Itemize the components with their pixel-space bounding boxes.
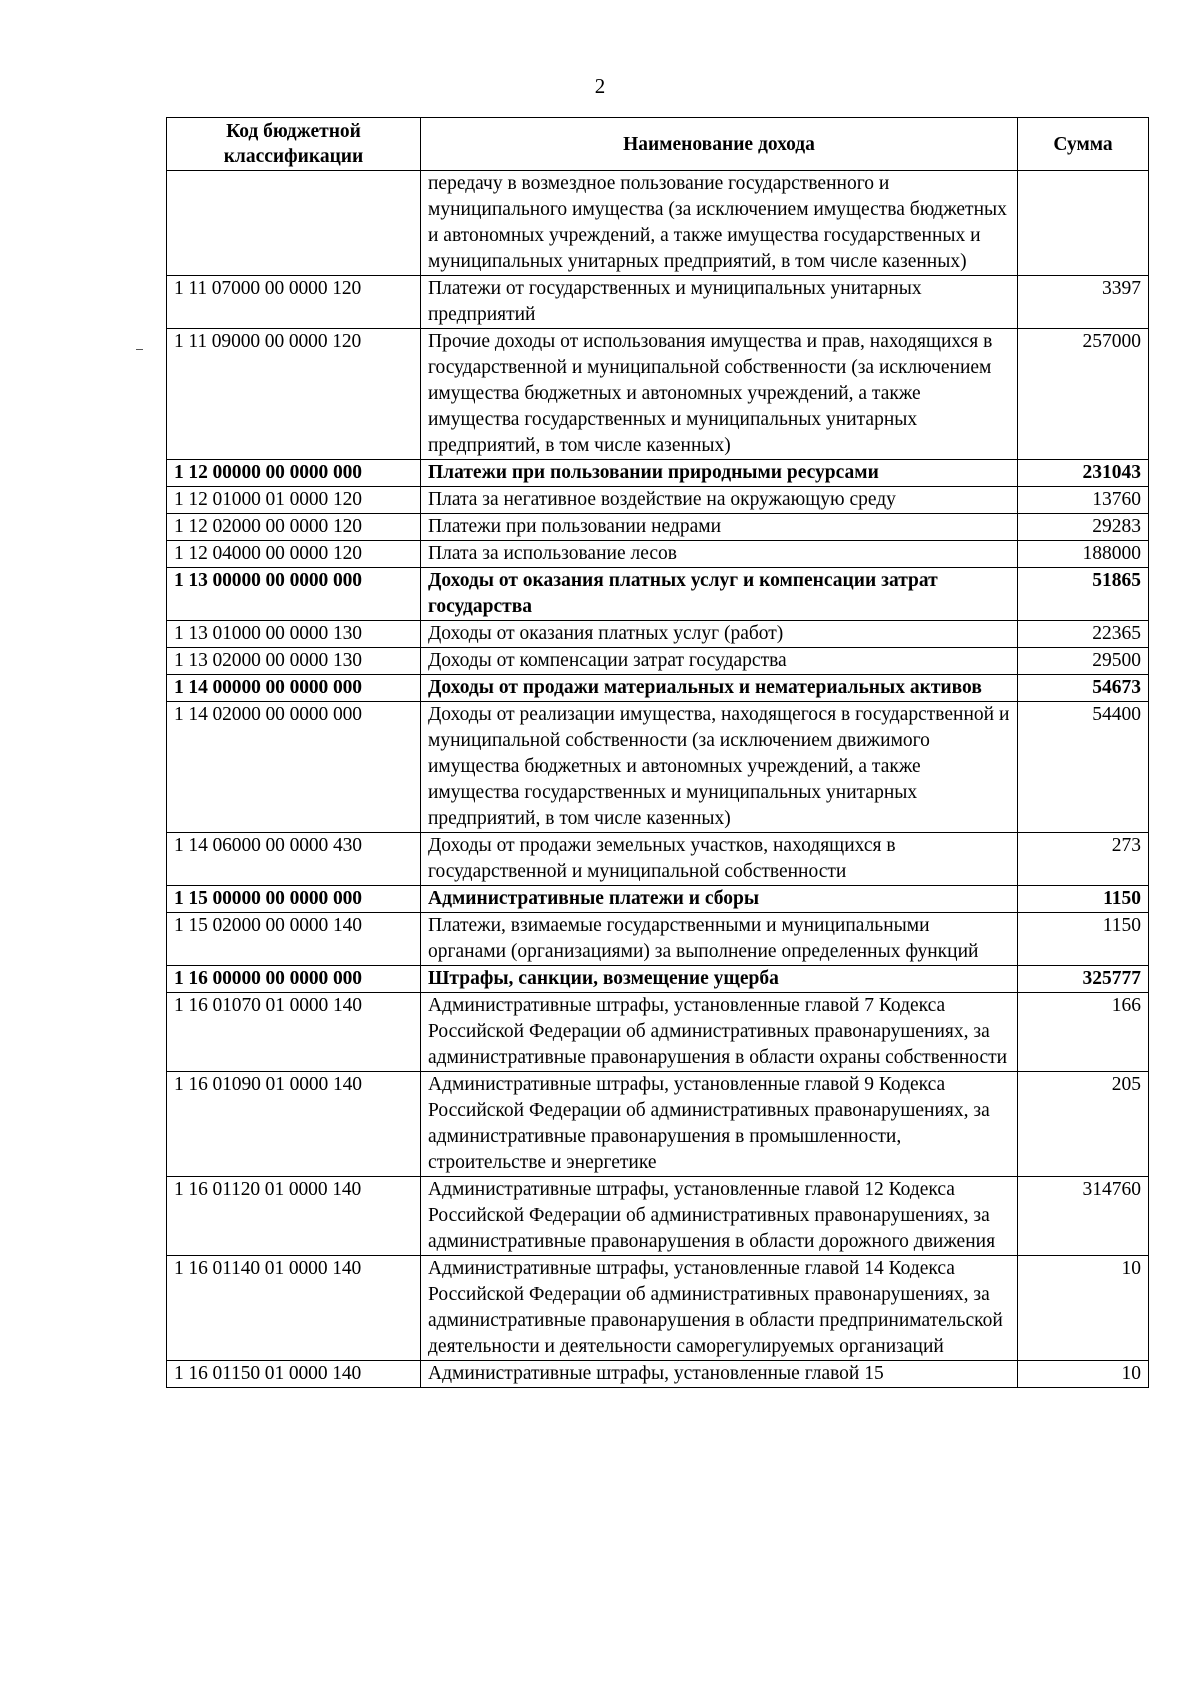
name-cell: Административные платежи и сборы bbox=[421, 886, 1018, 913]
sum-cell: 231043 bbox=[1018, 460, 1149, 487]
sum-cell: 54400 bbox=[1018, 702, 1149, 833]
header-sum: Сумма bbox=[1018, 118, 1149, 171]
code-cell: 1 13 01000 00 0000 130 bbox=[167, 621, 421, 648]
name-cell: Административные штрафы, установленные главой 14 Кодекса Российской Федерации об административных правонарушениях, за административные правонарушения в области предпринимательской деятельности и деятельности саморегулируемых организаций bbox=[421, 1256, 1018, 1361]
name-cell: Доходы от компенсации затрат государства bbox=[421, 648, 1018, 675]
code-cell: 1 13 00000 00 0000 000 bbox=[167, 568, 421, 621]
code-cell: 1 16 01090 01 0000 140 bbox=[167, 1072, 421, 1177]
code-cell: 1 11 09000 00 0000 120 bbox=[167, 329, 421, 460]
table-row bbox=[167, 648, 1149, 675]
code-cell: 1 16 01070 01 0000 140 bbox=[167, 993, 421, 1072]
code-cell: 1 16 01150 01 0000 140 bbox=[167, 1361, 421, 1388]
table-row bbox=[167, 514, 1149, 541]
table-row bbox=[167, 993, 1149, 1072]
name-cell: Административные штрафы, установленные главой 15 bbox=[421, 1361, 1018, 1388]
table-row bbox=[167, 1256, 1149, 1361]
code-cell: 1 16 01120 01 0000 140 bbox=[167, 1177, 421, 1256]
name-cell: Платежи, взимаемые государственными и муниципальными органами (организациями) за выполнение определенных функций bbox=[421, 913, 1018, 966]
table-row bbox=[167, 568, 1149, 621]
income-table bbox=[166, 117, 1149, 1388]
name-cell: Доходы от реализации имущества, находящегося в государственной и муниципальной собственности (за исключением движимого имущества бюджетных и автономных учреждений, а также имущества государственных и муниципальных унитарных предприятий, в том числе казенных) bbox=[421, 702, 1018, 833]
sum-cell: 166 bbox=[1018, 993, 1149, 1072]
code-cell: 1 12 01000 01 0000 120 bbox=[167, 487, 421, 514]
table-row bbox=[167, 1361, 1149, 1388]
name-cell: Доходы от оказания платных услуг и компенсации затрат государства bbox=[421, 568, 1018, 621]
sum-cell: 205 bbox=[1018, 1072, 1149, 1177]
name-cell: Плата за использование лесов bbox=[421, 541, 1018, 568]
sum-cell: 325777 bbox=[1018, 966, 1149, 993]
table-row bbox=[167, 621, 1149, 648]
code-cell: 1 12 04000 00 0000 120 bbox=[167, 541, 421, 568]
code-cell: 1 12 00000 00 0000 000 bbox=[167, 460, 421, 487]
code-cell: 1 11 07000 00 0000 120 bbox=[167, 276, 421, 329]
name-cell: Доходы от продажи земельных участков, находящихся в государственной и муниципальной собственности bbox=[421, 833, 1018, 886]
name-cell: Платежи при пользовании недрами bbox=[421, 514, 1018, 541]
name-cell: Доходы от продажи материальных и нематериальных активов bbox=[421, 675, 1018, 702]
table-row bbox=[167, 276, 1149, 329]
table-row bbox=[167, 460, 1149, 487]
code-cell: 1 14 02000 00 0000 000 bbox=[167, 702, 421, 833]
sum-cell: 29500 bbox=[1018, 648, 1149, 675]
name-cell: Прочие доходы от использования имущества и прав, находящихся в государственной и муниципальной собственности (за исключением имущества бюджетных и автономных учреждений, а также имущества государственных и муниципальных унитарных предприятий, в том числе казенных) bbox=[421, 329, 1018, 460]
code-cell: 1 14 00000 00 0000 000 bbox=[167, 675, 421, 702]
header-name: Наименование дохода bbox=[421, 118, 1018, 171]
sum-cell: 10 bbox=[1018, 1361, 1149, 1388]
sum-cell: 273 bbox=[1018, 833, 1149, 886]
sum-cell: 1150 bbox=[1018, 913, 1149, 966]
code-cell bbox=[167, 171, 421, 276]
sum-cell: 13760 bbox=[1018, 487, 1149, 514]
sum-cell: 10 bbox=[1018, 1256, 1149, 1361]
sum-cell: 1150 bbox=[1018, 886, 1149, 913]
sum-cell: 54673 bbox=[1018, 675, 1149, 702]
table-row bbox=[167, 1177, 1149, 1256]
table-row bbox=[167, 833, 1149, 886]
code-cell: 1 16 01140 01 0000 140 bbox=[167, 1256, 421, 1361]
sum-cell: 314760 bbox=[1018, 1177, 1149, 1256]
code-cell: 1 12 02000 00 0000 120 bbox=[167, 514, 421, 541]
code-cell: 1 15 02000 00 0000 140 bbox=[167, 913, 421, 966]
table-row bbox=[167, 487, 1149, 514]
table-row bbox=[167, 886, 1149, 913]
code-cell: 1 13 02000 00 0000 130 bbox=[167, 648, 421, 675]
table-row bbox=[167, 913, 1149, 966]
table-row bbox=[167, 541, 1149, 568]
table-row bbox=[167, 675, 1149, 702]
name-cell: Платежи от государственных и муниципальных унитарных предприятий bbox=[421, 276, 1018, 329]
sum-cell: 22365 bbox=[1018, 621, 1149, 648]
table-row bbox=[167, 1072, 1149, 1177]
name-cell: Административные штрафы, установленные главой 7 Кодекса Российской Федерации об административных правонарушениях, за административные правонарушения в области охраны собственности bbox=[421, 993, 1018, 1072]
table-row bbox=[167, 329, 1149, 460]
code-cell: 1 14 06000 00 0000 430 bbox=[167, 833, 421, 886]
name-cell: Доходы от оказания платных услуг (работ) bbox=[421, 621, 1018, 648]
table-row bbox=[167, 702, 1149, 833]
scan-mark bbox=[136, 349, 143, 350]
sum-cell: 188000 bbox=[1018, 541, 1149, 568]
sum-cell: 51865 bbox=[1018, 568, 1149, 621]
name-cell: Административные штрафы, установленные главой 9 Кодекса Российской Федерации об административных правонарушениях, за административные правонарушения в промышленности, строительстве и энергетике bbox=[421, 1072, 1018, 1177]
sum-cell: 257000 bbox=[1018, 329, 1149, 460]
sum-cell: 3397 bbox=[1018, 276, 1149, 329]
name-cell: Плата за негативное воздействие на окружающую среду bbox=[421, 487, 1018, 514]
name-cell: Платежи при пользовании природными ресурсами bbox=[421, 460, 1018, 487]
table-row bbox=[167, 171, 1149, 276]
table-row bbox=[167, 966, 1149, 993]
code-cell: 1 15 00000 00 0000 000 bbox=[167, 886, 421, 913]
page-number: 2 bbox=[594, 74, 606, 98]
code-cell: 1 16 00000 00 0000 000 bbox=[167, 966, 421, 993]
name-cell: Штрафы, санкции, возмещение ущерба bbox=[421, 966, 1018, 993]
sum-cell bbox=[1018, 171, 1149, 276]
name-cell: передачу в возмездное пользование государственного и муниципального имущества (за исключением имущества бюджетных и автономных учреждений, а также имущества государственных и муниципальных унитарных предприятий, в том числе казенных) bbox=[421, 171, 1018, 276]
header-code: Код бюджетной классификации bbox=[167, 118, 421, 171]
table-header-row bbox=[167, 118, 1149, 171]
sum-cell: 29283 bbox=[1018, 514, 1149, 541]
name-cell: Административные штрафы, установленные главой 12 Кодекса Российской Федерации об административных правонарушениях, за административные правонарушения в области дорожного движения bbox=[421, 1177, 1018, 1256]
